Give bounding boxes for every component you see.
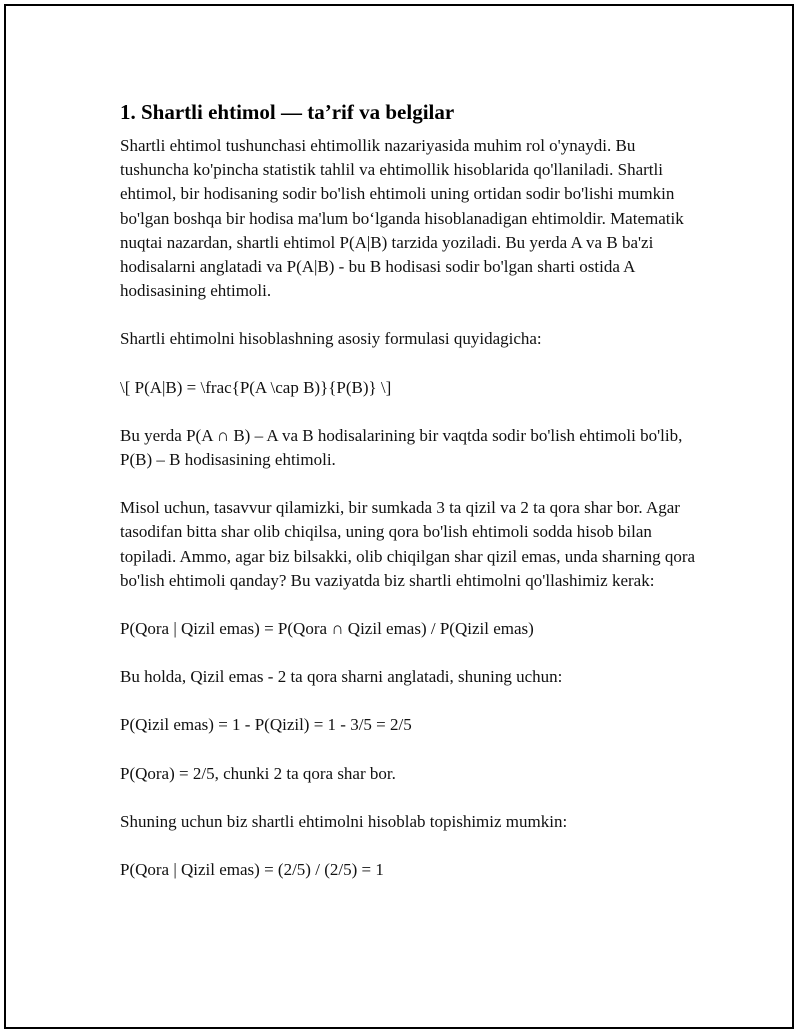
document-body bbox=[120, 98, 700, 906]
example-formula-line: P(Qora | Qizil emas) = P(Qora ∩ Qizil emas) / P(Qizil emas) bbox=[120, 619, 534, 639]
formula-explanation-paragraph: Bu yerda P(A ∩ B) – A va B hodisalarining bir vaqtda sodir bo'lish ehtimoli bo'lib, P(B) – B hodisasining ehtimoli. bbox=[120, 425, 683, 470]
example-note-paragraph: Bu holda, Qizil emas - 2 ta qora sharni anglatadi, shuning uchun: bbox=[120, 667, 563, 687]
calc-line-1: P(Qizil emas) = 1 - P(Qizil) = 1 - 3/5 = 2/5 bbox=[120, 715, 412, 735]
intro-paragraph: Shartli ehtimol tushunchasi ehtimollik nazariyasida muhim rol o'ynaydi. Bu tushuncha ko'pincha statistik tahlil va ehtimollik hisoblarida qo'llaniladi. Shartli ehtimol, bir hodisaning sodir bo'lish ehtimoli uning ortidan sodir bo'lishi mumkin bo'lgan boshqa bir hodisa ma'lum bo‘lganda hisoblanadigan ehtimoldir. Matematik nuqtai nazardan, shartli ehtimol P(A|B) tarzida yoziladi. Bu yerda A va B ba'zi hodisalarni anglatadi va P(A|B) - bu B hodisasi sodir bo'lgan sharti ostida A hodisasining ehtimoli. bbox=[120, 136, 684, 301]
result-line: P(Qora | Qizil emas) = (2/5) / (2/5) = 1 bbox=[120, 860, 384, 880]
calc-line-2: P(Qora) = 2/5, chunki 2 ta qora shar bor. bbox=[120, 763, 396, 783]
page-frame bbox=[4, 4, 794, 1029]
conclusion-paragraph: Shuning uchun biz shartli ehtimolni hisoblab topishimiz mumkin: bbox=[120, 811, 568, 831]
section-heading: 1. Shartli ehtimol — ta’rif va belgilar bbox=[120, 100, 455, 124]
formula-intro-paragraph: Shartli ehtimolni hisoblashning asosiy formulasi quyidagicha: bbox=[120, 329, 542, 349]
formula-line: \[ P(A|B) = \frac{P(A \cap B)}{P(B)} \] bbox=[120, 377, 392, 397]
example-paragraph: Misol uchun, tasavvur qilamizki, bir sumkada 3 ta qizil va 2 ta qora shar bor. Agar tasodifan bitta shar olib chiqilsa, uning qora bo'lish ehtimoli sodda hisob bilan topiladi. Ammo, agar biz bilsakki, olib chiqilgan shar qizil emas, unda sharning qora bo'lish ehtimoli qanday? Bu vaziyatda biz shartli ehtimolni qo'llashimiz kerak: bbox=[120, 498, 696, 590]
